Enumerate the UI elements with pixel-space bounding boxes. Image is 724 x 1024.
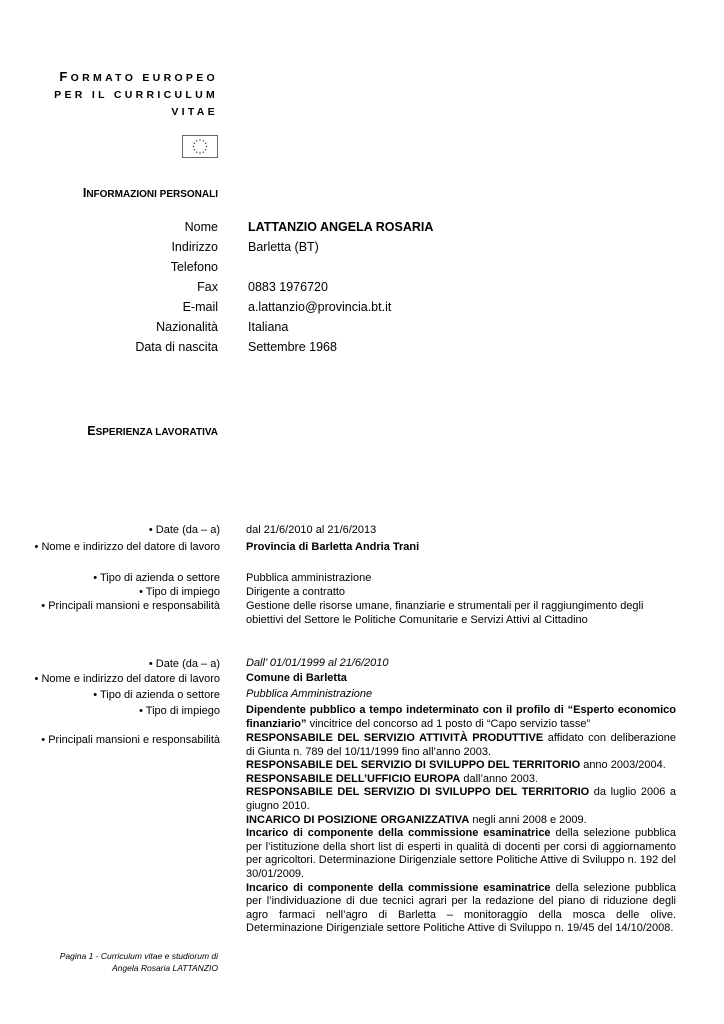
duty-text: negli anni 2008 e 2009. <box>469 813 587 826</box>
duty-text: affidato con deliberazione di Giunta n. 789 del 10/11/1999 fino all’anno 2003. <box>246 732 677 758</box>
job1-duties-label: • Principali mansioni e responsabilità <box>41 600 220 612</box>
heading-text: SPERIENZA LAVORATIVA <box>95 427 218 438</box>
duty-item <box>246 786 676 813</box>
job2-date-value: Dall’ 01/01/1999 al 21/6/2010 <box>246 657 389 669</box>
duty-title: Incarico di componente della commissione esaminatrice <box>246 881 551 894</box>
field-value-nome: LATTANZIO ANGELA ROSARIA <box>248 220 434 234</box>
job2-type-bold: Dipendente pubblico a tempo indeterminato con il profilo di “Esperto economico finanziario” <box>246 704 676 730</box>
job2-type-label: • Tipo di impiego <box>139 705 220 717</box>
job1-sector-label: • Tipo di azienda o settore <box>93 572 220 584</box>
duty-title: RESPONSABILE DEL SERVIZIO DI SVILUPPO DEL TERRITORIO <box>246 786 590 799</box>
field-value-email[interactable]: a.lattanzio@provincia.bt.it <box>248 300 392 314</box>
job2-duties-list <box>246 732 676 936</box>
experience-heading <box>87 424 218 438</box>
duty-item <box>246 814 676 828</box>
field-value-data-nascita: Settembre 1968 <box>248 340 337 354</box>
job2-type-value <box>246 704 676 731</box>
field-label-fax: Fax <box>197 280 218 294</box>
field-label-email: E-mail <box>182 300 218 314</box>
job2-duties-label: • Principali mansioni e responsabilità <box>41 734 220 746</box>
title-initial: F <box>59 69 71 84</box>
duty-text: da luglio 2006 a giugno 2010. <box>246 786 677 812</box>
job1-employer-label: • Nome e indirizzo del datore di lavoro <box>34 541 220 553</box>
duty-item <box>246 759 676 773</box>
field-label-indirizzo: Indirizzo <box>171 240 218 254</box>
duty-title: Incarico di componente della commissione esaminatrice <box>246 827 551 840</box>
field-label-nazionalita: Nazionalità <box>156 320 218 334</box>
eu-stars-icon <box>183 136 217 157</box>
duty-text: della selezione pubblica per l’istituzione della short list di esperti in qualità di docenti per corsi di aggiornamento per agricoltori. Determinazione Dirigenziale settore Politiche Attive di Sviluppo n. 192 del 30/01/2009. <box>246 827 676 880</box>
personal-info-heading <box>83 186 218 200</box>
job2-employer-value: Comune di Barletta <box>246 672 347 684</box>
eu-flag-logo <box>182 135 218 158</box>
job1-type-value: Dirigente a contratto <box>246 586 346 598</box>
job1-date-label: • Date (da – a) <box>148 524 220 536</box>
duty-item <box>246 882 676 936</box>
field-label-data-nascita: Data di nascita <box>135 340 218 354</box>
duty-text: della selezione pubblica per l’individuazione di due tecnici agrari per la redazione del piano di riduzione degli agro farmaci nell’agro di Barletta – monitoraggio della mosca delle olive. Determinazione Dirigenziale settore Politiche Attive di Sviluppo n. 19/45 del 14/10/2008. <box>246 881 676 935</box>
footer-line-2: Angela Rosaria LATTANZIO <box>112 963 218 973</box>
page-footer <box>0 950 218 974</box>
field-value-nazionalita: Italiana <box>248 320 289 334</box>
duty-title: RESPONSABILE DEL SERVIZIO DI SVILUPPO DEL TERRITORIO <box>246 759 581 772</box>
heading-initial: I <box>82 186 87 200</box>
duty-item <box>246 827 676 881</box>
job2-employer-label: • Nome e indirizzo del datore di lavoro <box>34 673 220 685</box>
job1-duties-line-2: obiettivi del Settore le Politiche Comunitarie e Servizi Attivi al Cittadino <box>246 614 588 626</box>
job2-type-rest: vincitrice del concorso ad 1 posto di “Capo servizio tasse” <box>306 717 591 730</box>
job1-duties-line-1: Gestione delle risorse umane, finanziarie e strumentali per il raggiungimento degli <box>246 600 644 612</box>
field-value-fax: 0883 1976720 <box>248 280 328 294</box>
job1-employer-value: Provincia di Barletta Andria Trani <box>246 541 420 553</box>
duty-text: anno 2003/2004. <box>580 759 666 772</box>
job2-date-label: • Date (da – a) <box>148 658 220 670</box>
title-line-2: PER IL CURRICULUM <box>54 89 218 101</box>
title-line-1: ORMATO EUROPEO <box>70 72 218 84</box>
job2-sector-value: Pubblica Amministrazione <box>246 688 373 700</box>
job1-date-value: dal 21/6/2010 al 21/6/2013 <box>246 524 377 536</box>
duty-item <box>246 732 676 759</box>
duty-title: RESPONSABILE DELL’UFFICIO EUROPA <box>246 772 461 785</box>
field-value-indirizzo: Barletta (BT) <box>248 240 319 254</box>
field-label-telefono: Telefono <box>170 260 218 274</box>
job2-sector-label: • Tipo di azienda o settore <box>93 689 220 701</box>
duty-item <box>246 773 676 787</box>
footer-line-1: Pagina 1 - Curriculum vitae e studiorum di <box>59 951 218 961</box>
heading-text: NFORMAZIONI PERSONALI <box>86 189 218 200</box>
document-title <box>0 68 218 121</box>
job1-sector-value: Pubblica amministrazione <box>246 572 372 584</box>
duty-text: dall’anno 2003. <box>460 772 538 785</box>
title-line-3: VITAE <box>171 106 218 118</box>
heading-initial: E <box>87 424 96 438</box>
duty-title: RESPONSABILE DEL SERVIZIO ATTIVITÀ PRODUTTIVE <box>246 732 544 744</box>
field-label-nome: Nome <box>184 220 218 234</box>
duty-title: INCARICO DI POSIZIONE ORGANIZZATIVA <box>246 813 470 826</box>
job1-type-label: • Tipo di impiego <box>139 586 220 598</box>
